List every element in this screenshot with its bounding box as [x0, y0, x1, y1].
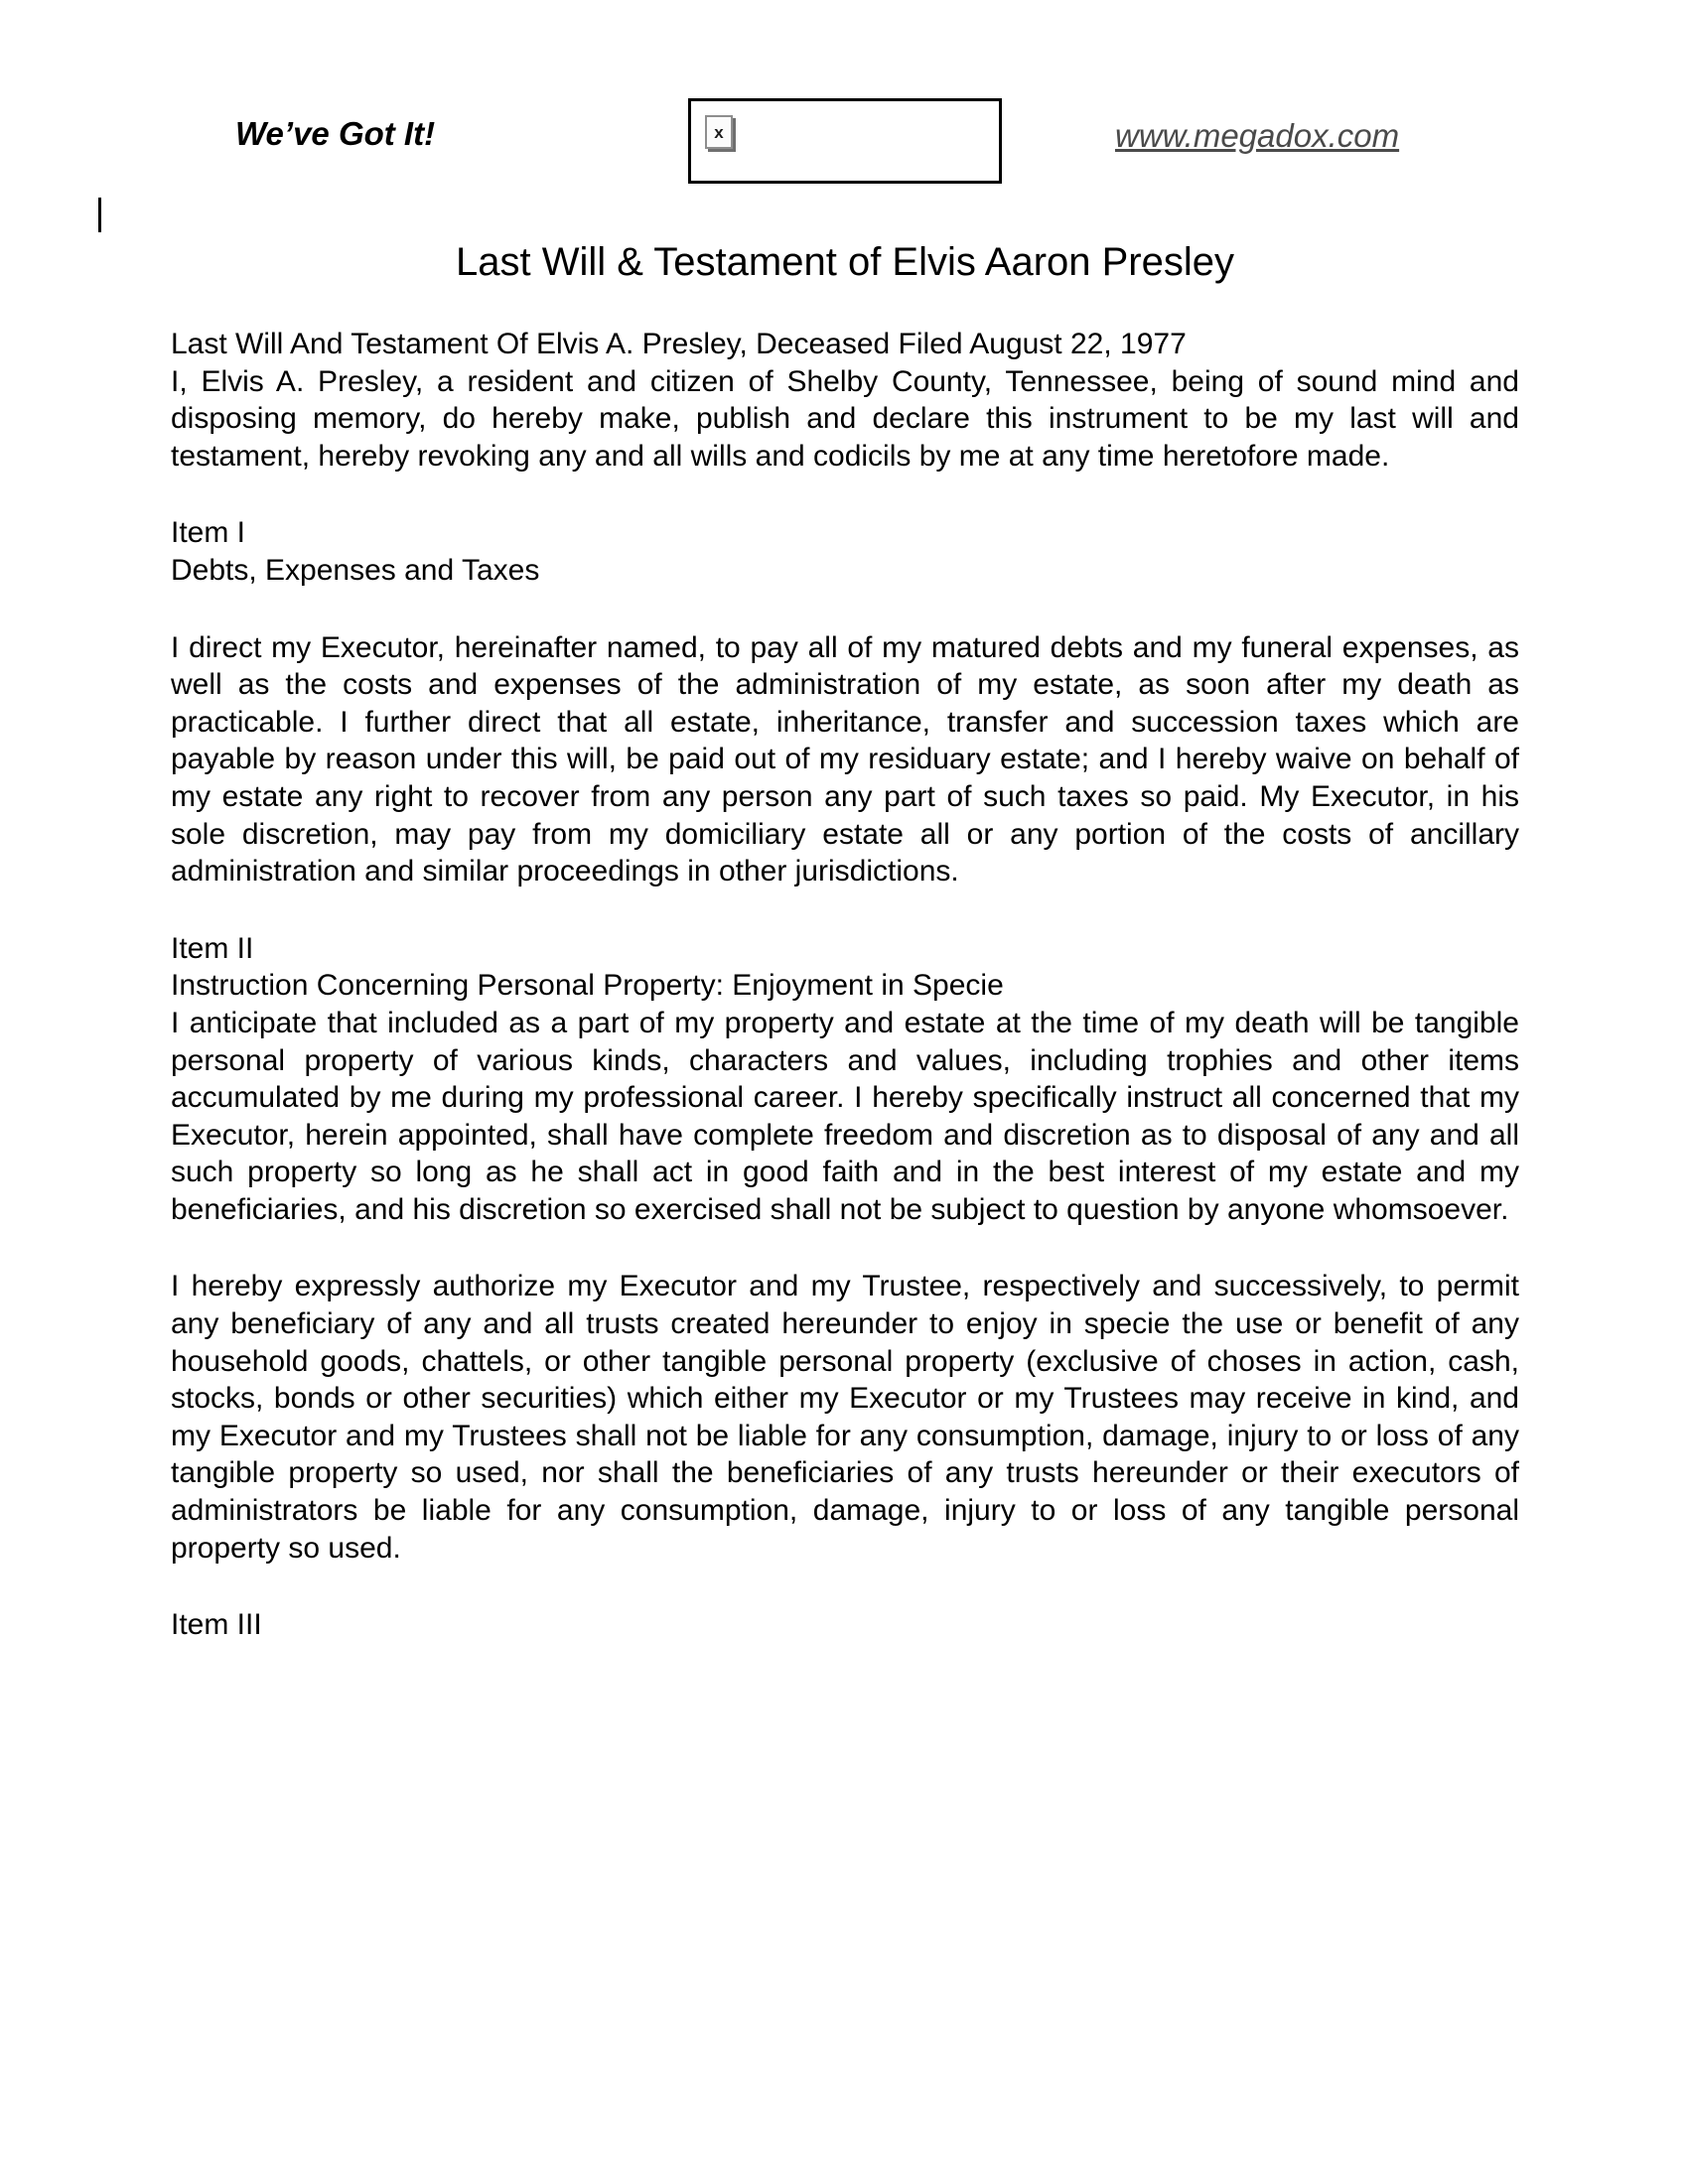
item2-body-paragraph-2: I hereby expressly authorize my Executor and my Trustee, respectively and successively, to permit any beneficiary of any and all trusts created hereunder to enjoy in specie the use or benefit of any household goods, chattels, or other tangible personal property (exclusive of choses in action, cash, stocks, bonds or other securities) which either my Executor or my Trustees may receive in kind, and my Executor and my Trustees shall not be liable for any consumption, damage, injury to or loss of any tangible property so used, nor shall the beneficiaries of any trusts hereunder or their executors of administrators be liable for any consumption, damage, injury to or loss of any tangible personal property so used.	[171, 1270, 1519, 1565]
tagline-text: We’ve Got It!	[235, 115, 436, 152]
subtitle-line: Last Will And Testament Of Elvis A. Presley, Deceased Filed August 22, 1977	[171, 328, 1187, 360]
item2-subheading: Instruction Concerning Personal Property: Enjoyment in Specie	[171, 969, 1004, 1003]
item3-heading: Item III	[171, 1608, 262, 1642]
page-title: Last Will & Testament of Elvis Aaron Presley	[455, 240, 1235, 284]
document-content	[171, 238, 1519, 1644]
intro-paragraph: I, Elvis A. Presley, a resident and citizen of Shelby County, Tennessee, being of sound mind and disposing memory, do hereby make, publish and declare this instrument to be my last will and testament, hereby revoking any and all wills and codicils by me at any time heretofore made.	[171, 364, 1519, 473]
broken-image-placeholder	[688, 98, 1002, 184]
broken-image-icon: x	[705, 115, 733, 149]
item1-body-paragraph: I direct my Executor, hereinafter named, to pay all of my matured debts and my funeral expenses, as well as the costs and expenses of the administration of my estate, as soon after my death as practicable. I further direct that all estate, inheritance, transfer and succession taxes which are payable by reason under this will, be paid out of my residuary estate; and I hereby waive on behalf of my estate any right to recover from any person any part of such taxes so paid. My Executor, in his sole discretion, may pay from my domiciliary estate all or any portion of the costs of ancillary administration and similar proceedings in other jurisdictions.	[171, 630, 1519, 888]
item1-heading: Item I	[171, 516, 246, 550]
item1-subheading: Debts, Expenses and Taxes	[171, 553, 540, 587]
site-url-link[interactable]: www.megadox.com	[1115, 117, 1400, 154]
item2-heading: Item II	[171, 931, 254, 965]
margin-change-bar	[98, 198, 101, 232]
item2-body-paragraph-1: I anticipate that included as a part of my property and estate at the time of my death will be tangible personal property of various kinds, characters and values, including trophies and other items accumulated by me during my professional career. I hereby specifically instruct all concerned that my Executor, herein appointed, shall have complete freedom and discretion as to disposal of any and all such property so long as he shall act in good faith and in the best interest of my estate and my beneficiaries, and his discretion so exercised shall not be subject to question by anyone whomsoever.	[171, 1006, 1519, 1226]
item1-heading-block	[171, 514, 1519, 589]
